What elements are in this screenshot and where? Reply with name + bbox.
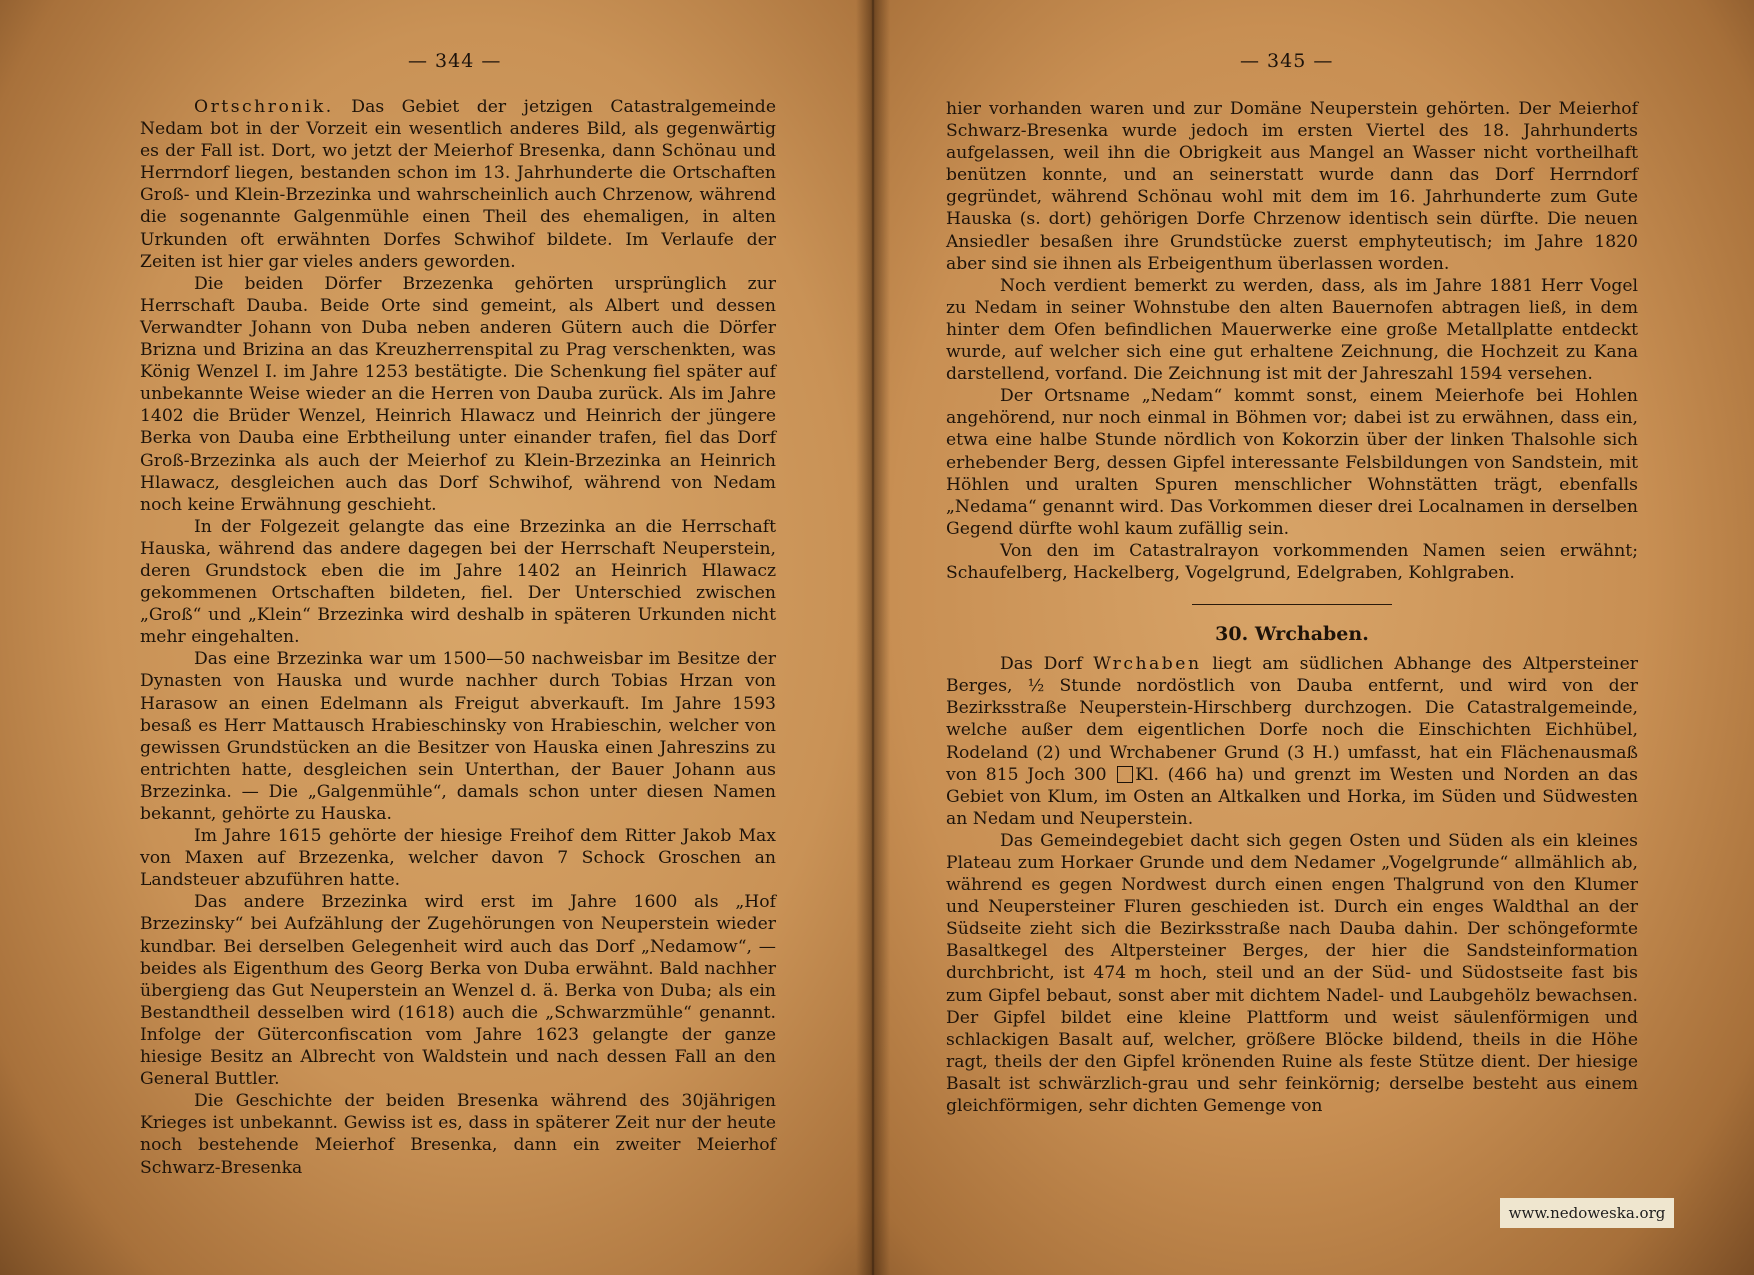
paragraph: Noch verdient bemerkt zu werden, dass, als im Jahre 1881 Herr Vogel zu Nedam in seiner Wohnstube den alten Bauernofen abtragen ließ, in dem hinter dem Ofen befindlichen Mauerwerke eine große Metallplatte entdeckt wurde, auf welcher sich eine gut erhaltene Zeichnung, die Hochzeit zu Kana darstellend, vorfand. Die Zeichnung ist mit der Jahreszahl 1594 versehen.: [946, 275, 1638, 385]
paragraph-lead: Ortschronik.: [194, 97, 334, 117]
paragraph-lead: Wrchaben: [1093, 654, 1202, 675]
paragraph: Die Geschichte der beiden Bresenka während des 30jährigen Krieges ist unbekannt. Gewiss ist es, dass in späterer Zeit nur der heute noch bestehende Meierhof Bresenka, dann ein zweiter Meierhof Schwarz-Bresenka: [140, 1091, 776, 1178]
paragraph: Das eine Brzezinka war um 1500—50 nachweisbar im Besitze der Dynasten von Hauska und wurde nachher durch Tobias Hrzan von Harasow an einen Edelmann als Freigut abverkauft. Im Jahre 1593 besaß es Herr Mattausch Hrabieschinsky von Hrabieschin, welcher von gewissen Grundstücken an die Besitzer von Hauska einen Jahreszins zu entrichten hatte, desgleichen sein Unterthan, der Bauer Johann aus Brzezinka. — Die „Galgenmühle“, damals schon unter diesen Namen bekannt, gehörte zu Hauska.: [140, 649, 776, 824]
left-page-text: [140, 96, 776, 1179]
left-page: [0, 0, 872, 1275]
right-page: [872, 0, 1754, 1275]
paragraph-text: Das Gebiet der jetzigen Catastralgemeinde Nedam bot in der Vorzeit ein wesentlich anderes Bild, als gegenwärtig es der Fall ist. Dort, wo jetzt der Meierhof Bresenka, dann Schönau und Herrndorf liegen, bestanden schon im 13. Jahrhunderte die Ortschaften Groß- und Klein-Brzezinka und wahrscheinlich auch Chrzenow, während die sogenannte Galgenmühle einen Theil des ehemaligen, in alten Urkunden oft erwähnten Dorfes Schwihof bildete. Im Verlaufe der Zeiten ist hier gar vieles anders geworden.: [140, 97, 776, 272]
paragraph: [140, 96, 776, 273]
paragraph-pre: Das Dorf: [1000, 654, 1094, 675]
paragraph: Im Jahre 1615 gehörte der hiesige Freihof dem Ritter Jakob Max von Maxen auf Brzezenka, welcher davon 7 Schock Groschen an Landsteuer abzuführen hatte.: [140, 826, 776, 891]
section-divider: [1192, 604, 1392, 605]
paragraph-text: liegt am südlichen Abhange des Altpersteiner Berges, ½ Stunde nordöstlich von Dauba entfernt, und wird von der Bezirksstraße Neuperstein-Hirschberg durchzogen. Die Catastralgemeinde, welche außer dem eigentlichen Dorfe noch die Einschichten Eichhübel, Rodeland (2) und Wrchabener Grund (3 H.) umfasst, hat ein Flächenausmaß von 815 Joch 300: [946, 654, 1638, 785]
paragraph: hier vorhanden waren und zur Domäne Neuperstein gehörten. Der Meierhof Schwarz-Bresenka wurde jedoch im ersten Viertel des 18. Jahrhunderts aufgelassen, weil ihn die Obrigkeit aus Mangel an Wasser nicht vortheilhaft benützen konnte, und an seinerstatt wurde dann das Dorf Herrndorf gegründet, während Schönau wohl mit dem im 16. Jahrhunderte zum Gute Hauska (s. dort) gehörigen Dorfe Chrzenow identisch sein dürfte. Die neuen Ansiedler besaßen ihre Grundstücke zuerst emphyteutisch; im Jahre 1820 aber sind sie ihnen als Erbeigenthum überlassen worden.: [946, 99, 1638, 274]
paragraph: Das Gemeindegebiet dacht sich gegen Osten und Süden als ein kleines Plateau zum Horkaer Grunde und dem Nedamer „Vogelgrunde“ allmählich ab, während es gegen Nordwest durch einen engen Thalgrund von den Klumer und Neupersteiner Fluren geschieden ist. Durch ein enges Waldthal an der Südseite zieht sich die Bezirksstraße nach Dauba dahin. Der schöngeformte Basaltkegel des Altpersteiner Berges, der hier die Sandsteinformation durchbricht, ist 474 m hoch, steil und an der Süd- und Südostseite fast bis zum Gipfel bebaut, sonst aber mit dichtem Nadel- und Laubgehölz bewachsen. Der Gipfel bildet eine kleine Plattform und weist säulenförmigen und schlackigen Basalt auf, welcher, größere Blöcke bildend, theils in die Höhe ragt, theils der den Gipfel krönenden Ruine als feste Stütze dient. Der hiesige Basalt ist schwärzlich-grau und sehr feinkörnig; derselbe besteht aus einem gleichförmigen, sehr dichten Gemenge von: [946, 830, 1638, 1117]
page-number-right: — 345 —: [1240, 50, 1334, 72]
paragraph: In der Folgezeit gelangte das eine Brzezinka an die Herrschaft Hauska, während das andere dagegen bei der Herrschaft Neuperstein, deren Grundstock eben die im Jahre 1402 an Heinrich Hlawacz gekommenen Ortschaften bildeten, fiel. Der Unterschied zwischen „Groß“ und „Klein“ Brzezinka wird deshalb in späteren Urkunden nicht mehr eingehalten.: [140, 516, 776, 648]
paragraph-text-continued: Kl. (466 ha) und grenzt im Westen und Norden an das Gebiet von Klum, im Osten an Altkalken und Horka, im Süden und Südwesten an Nedam und Neuperstein.: [946, 764, 1638, 829]
paragraph: [946, 653, 1638, 830]
paragraph: Das andere Brzezinka wird erst im Jahre 1600 als „Hof Brzezinsky“ bei Aufzählung der Zugehörungen von Neuperstein wieder kundbar. Bei derselben Gelegenheit wird auch das Dorf „Nedamow“, — beides als Eigenthum des Georg Berka von Duba erwähnt. Bald nachher übergieng das Gut Neuperstein an Wenzel d. ä. Berka von Duba; als ein Bestandtheil desselben wird (1618) auch die „Schwarzmühle“ genannt. Infolge der Güterconfiscation vom Jahre 1623 gelangte der ganze hiesige Besitz an Albrecht von Waldstein und nach dessen Fall an den General Buttler.: [140, 892, 776, 1090]
right-page-text: [946, 98, 1638, 1117]
watermark: www.nedoweska.org: [1500, 1198, 1674, 1228]
page-number-left: — 344 —: [408, 50, 502, 72]
paragraph: Die beiden Dörfer Brzezenka gehörten ursprünglich zur Herrschaft Dauba. Beide Orte sind gemeint, als Albert und dessen Verwandter Johann von Duba neben anderen Gütern auch die Dörfer Brizna und Brizina an das Kreuzherrenspital zu Prag verschenkten, was König Wenzel I. im Jahre 1253 bestätigte. Die Schenkung fiel später auf unbekannte Weise wieder an die Herren von Dauba zurück. Als im Jahre 1402 die Brüder Wenzel, Heinrich Hlawacz und Heinrich der jüngere Berka von Dauba eine Erbtheilung unter einander trafen, fiel das Dorf Groß-Brzezinka als auch der Meierhof zu Klein-Brzezinka an Heinrich Hlawacz, desgleichen auch das Dorf Schwihof, während von Nedam noch keine Erwähnung geschieht.: [140, 273, 776, 515]
paragraph: Von den im Catastralrayon vorkommenden Namen seien erwähnt; Schaufelberg, Hackelberg, Vogelgrund, Edelgraben, Kohlgraben.: [946, 540, 1638, 583]
book-gutter: [856, 0, 890, 1275]
section-heading: 30. Wrchaben.: [1215, 623, 1369, 646]
square-klafter-symbol: [1117, 766, 1133, 783]
paragraph: Der Ortsname „Nedam“ kommt sonst, einem Meierhofe bei Hohlen angehörend, nur noch einmal in Böhmen vor; dabei ist zu erwähnen, dass ein, etwa eine halbe Stunde nördlich von Kokorzin über der linken Thalsohle sich erhebender Berg, dessen Gipfel interessante Felsbildungen von Sandstein, mit Höhlen und uralten Spuren menschlicher Wohnstätten trägt, ebenfalls „Nedama“ genannt wird. Das Vorkommen dieser drei Localnamen in derselben Gegend dürfte wohl kaum zufällig sein.: [946, 386, 1638, 539]
